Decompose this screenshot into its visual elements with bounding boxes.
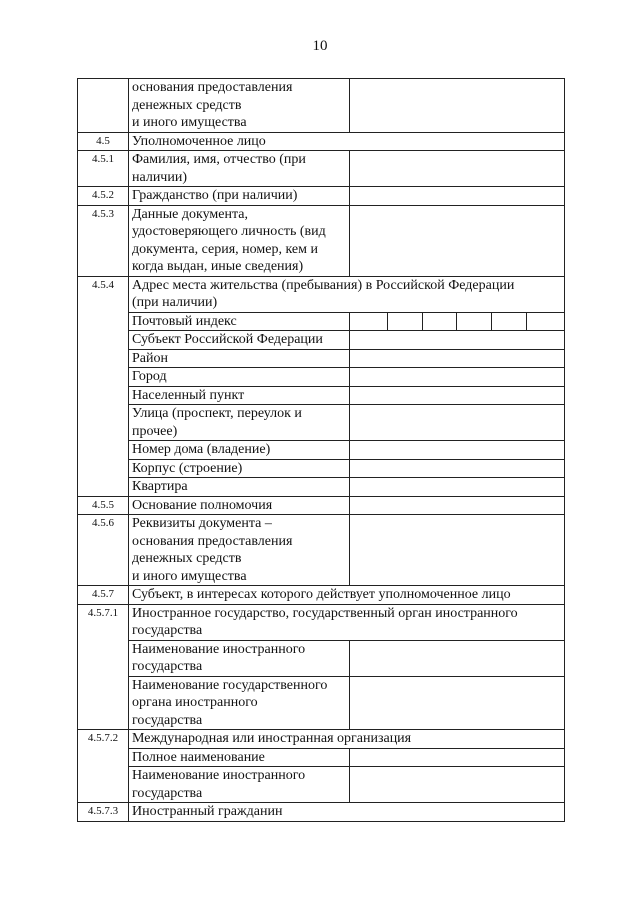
table-row bbox=[78, 312, 565, 331]
page-number: 10 bbox=[312, 38, 328, 54]
value-cell[interactable] bbox=[350, 405, 565, 441]
value-cell[interactable] bbox=[350, 187, 565, 206]
section-row bbox=[78, 586, 565, 605]
section-heading: Адрес места жительства (пребывания) в Российской Федерации (при наличии) bbox=[129, 276, 565, 312]
row-label: Корпус (строение) bbox=[129, 459, 350, 478]
row-number: 4.5 bbox=[78, 132, 129, 151]
table-row bbox=[78, 640, 565, 676]
table-row bbox=[78, 79, 565, 133]
row-label: Полное наименование bbox=[129, 748, 350, 767]
row-number: 4.5.4 bbox=[78, 276, 129, 496]
table-row bbox=[78, 205, 565, 276]
value-cell[interactable] bbox=[350, 368, 565, 387]
value-cell[interactable] bbox=[350, 640, 565, 676]
section-heading: Иностранный гражданин bbox=[129, 803, 565, 822]
row-number: 4.5.1 bbox=[78, 151, 129, 187]
row-label: Фамилия, имя, отчество (при наличии) bbox=[129, 151, 350, 187]
table-row bbox=[78, 386, 565, 405]
section-row bbox=[78, 730, 565, 749]
row-label: Основание полномочия bbox=[129, 496, 350, 515]
row-label: Улица (проспект, переулок и прочее) bbox=[129, 405, 350, 441]
section-row bbox=[78, 604, 565, 640]
row-number: 4.5.7.2 bbox=[78, 730, 129, 803]
value-cell[interactable] bbox=[350, 386, 565, 405]
table-row bbox=[78, 441, 565, 460]
row-label: Почтовый индекс bbox=[129, 312, 350, 331]
value-cell[interactable] bbox=[350, 767, 565, 803]
value-cell[interactable] bbox=[350, 205, 565, 276]
value-cell[interactable] bbox=[350, 748, 565, 767]
table-row bbox=[78, 349, 565, 368]
section-heading: Иностранное государство, государственный орган иностранного государства bbox=[129, 604, 565, 640]
table-row bbox=[78, 151, 565, 187]
value-cell[interactable] bbox=[350, 676, 565, 730]
row-number: 4.5.7.3 bbox=[78, 803, 129, 822]
table-row bbox=[78, 368, 565, 387]
row-label: основания предоставления денежных средств и иного имущества bbox=[129, 79, 350, 133]
postal-code-cells[interactable] bbox=[350, 312, 565, 331]
value-cell[interactable] bbox=[350, 496, 565, 515]
row-number: 4.5.3 bbox=[78, 205, 129, 276]
row-number: 4.5.7.1 bbox=[78, 604, 129, 730]
section-heading: Международная или иностранная организация bbox=[129, 730, 565, 749]
row-label: Район bbox=[129, 349, 350, 368]
value-cell[interactable] bbox=[350, 349, 565, 368]
row-label: Реквизиты документа – основания предоставления денежных средств и иного имущества bbox=[129, 515, 350, 586]
value-cell[interactable] bbox=[350, 441, 565, 460]
form-table bbox=[77, 78, 565, 822]
table-row bbox=[78, 515, 565, 586]
value-cell[interactable] bbox=[350, 79, 565, 133]
value-cell[interactable] bbox=[350, 331, 565, 350]
table-row bbox=[78, 748, 565, 767]
row-number bbox=[78, 79, 129, 133]
section-heading: Субъект, в интересах которого действует уполномоченное лицо bbox=[129, 586, 565, 605]
table-row bbox=[78, 331, 565, 350]
row-label: Населенный пункт bbox=[129, 386, 350, 405]
row-label: Гражданство (при наличии) bbox=[129, 187, 350, 206]
table-row bbox=[78, 405, 565, 441]
table-row bbox=[78, 459, 565, 478]
row-label: Наименование государственного органа иностранного государства bbox=[129, 676, 350, 730]
row-label: Наименование иностранного государства bbox=[129, 640, 350, 676]
table-row bbox=[78, 478, 565, 497]
value-cell[interactable] bbox=[350, 151, 565, 187]
table-row bbox=[78, 187, 565, 206]
row-label: Город bbox=[129, 368, 350, 387]
row-label: Наименование иностранного государства bbox=[129, 767, 350, 803]
section-heading: Уполномоченное лицо bbox=[129, 132, 565, 151]
row-label: Квартира bbox=[129, 478, 350, 497]
row-number: 4.5.7 bbox=[78, 586, 129, 605]
row-number: 4.5.5 bbox=[78, 496, 129, 515]
table-row bbox=[78, 767, 565, 803]
value-cell[interactable] bbox=[350, 459, 565, 478]
row-label: Данные документа, удостоверяющего личность (вид документа, серия, номер, кем и когда выдан, иные сведения) bbox=[129, 205, 350, 276]
section-row bbox=[78, 803, 565, 822]
value-cell[interactable] bbox=[350, 515, 565, 586]
row-label: Субъект Российской Федерации bbox=[129, 331, 350, 350]
value-cell[interactable] bbox=[350, 478, 565, 497]
row-number: 4.5.6 bbox=[78, 515, 129, 586]
section-row bbox=[78, 132, 565, 151]
table-row bbox=[78, 676, 565, 730]
row-number: 4.5.2 bbox=[78, 187, 129, 206]
table-row bbox=[78, 496, 565, 515]
section-row bbox=[78, 276, 565, 312]
row-label: Номер дома (владение) bbox=[129, 441, 350, 460]
